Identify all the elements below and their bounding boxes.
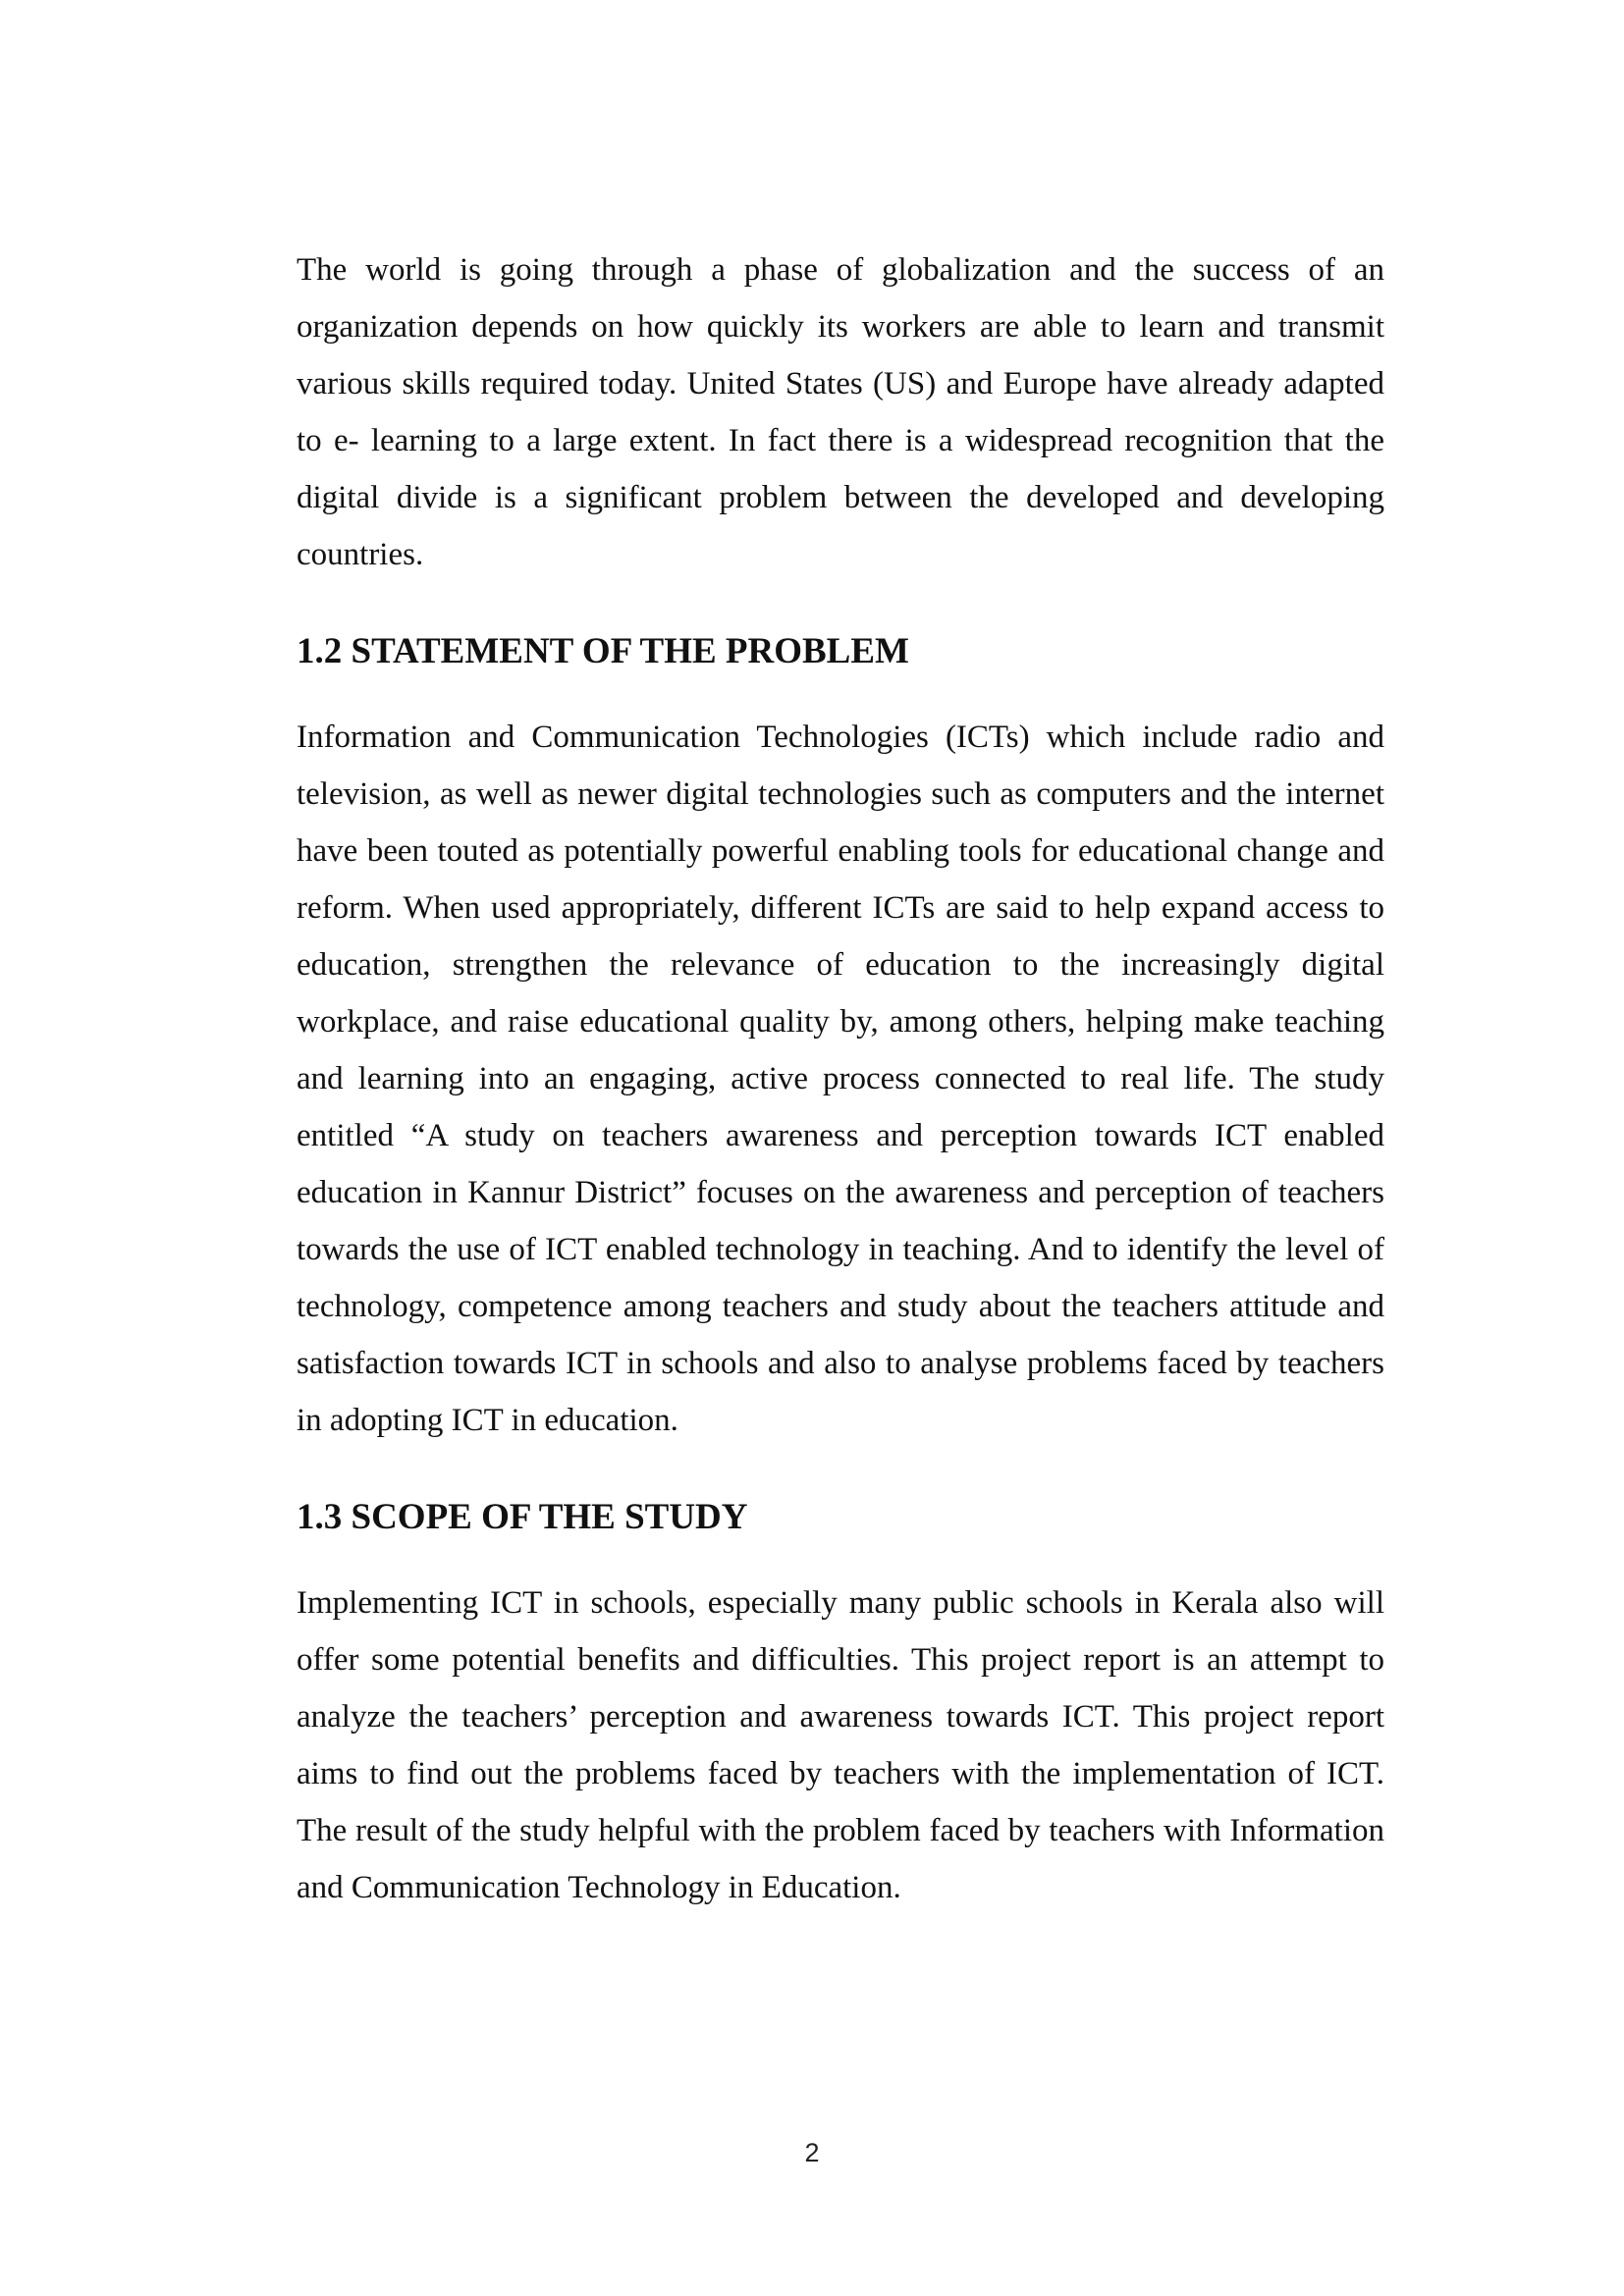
scope-of-study-paragraph: Implementing ICT in schools, especially many public schools in Kerala also will offer some potential benefits and difficulties. This project report is an attempt to analyze the teachers’ perception and awareness towards ICT. This project report aims to find out the problems faced by teachers with the implementation of ICT. The result of the study helpful with the problem faced by teachers with Information and Communication Technology in Education. bbox=[297, 1585, 1384, 1905]
intro-paragraph: The world is going through a phase of globalization and the success of an organization depends on how quickly its workers are able to learn and transmit various skills required today. United States (US) and Europe have already adapted to e- learning to a large extent. In fact there is a widespread recognition that the digital divide is a significant problem between the developed and developing countries. bbox=[297, 252, 1384, 572]
document-page bbox=[297, 241, 1384, 1916]
page-number: 2 bbox=[804, 2138, 820, 2167]
section-heading-statement-of-problem: 1.2 STATEMENT OF THE PROBLEM bbox=[297, 631, 909, 671]
section-heading-scope-of-study: 1.3 SCOPE OF THE STUDY bbox=[297, 1497, 748, 1537]
statement-of-problem-paragraph: Information and Communication Technologies (ICTs) which include radio and television, as well as newer digital technologies such as computers and the internet have been touted as potentially powerful enabling tools for educational change and reform. When used appropriately, different ICTs are said to help expand access to education, strengthen the relevance of education to the increasingly digital workplace, and raise educational quality by, among others, helping make teaching and learning into an engaging, active process connected to real life. The study entitled “A study on teachers awareness and perception towards ICT enabled education in Kannur District” focuses on the awareness and perception of teachers towards the use of ICT enabled technology in teaching. And to identify the level of technology, competence among teachers and study about the teachers attitude and satisfaction towards ICT in schools and also to analyse problems faced by teachers in adopting ICT in education. bbox=[297, 720, 1384, 1438]
